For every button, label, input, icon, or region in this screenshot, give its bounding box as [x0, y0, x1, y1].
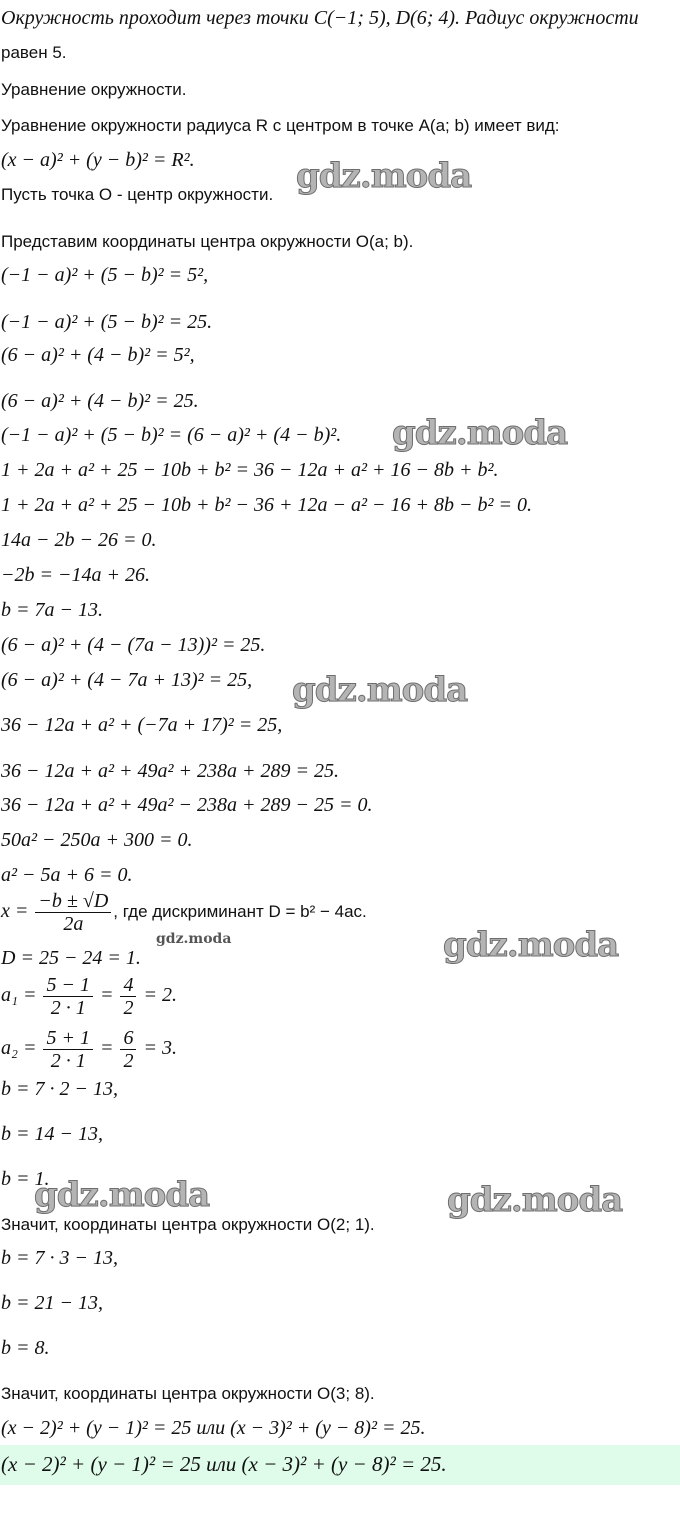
root-a1-result: = 2.: [143, 984, 177, 1007]
root-a1-numerator-2: 4: [120, 974, 136, 997]
root-a2-result: = 3.: [143, 1037, 177, 1060]
final-equations: (x − 2)² + (y − 1)² = 25 или (x − 3)² + (y − 8)² = 25.: [1, 1417, 426, 1439]
root-a1: [1, 974, 177, 1019]
eq-quadratic: 50a² − 250a + 300 = 0.: [1, 829, 193, 851]
problem-statement-line-2: равен 5.: [1, 43, 67, 62]
b-for-a2-step-1: b = 7 · 3 − 13,: [1, 1247, 118, 1269]
watermark: gdz.moda: [292, 670, 468, 710]
quadratic-formula-fraction: [35, 890, 111, 935]
root-a2-denominator-1: 2 · 1: [50, 1050, 86, 1072]
b-for-a1-step-1: b = 7 · 2 − 13,: [1, 1078, 118, 1100]
watermark-small: gdz.moda: [156, 931, 232, 947]
b-for-a1-step-2: b = 14 − 13,: [1, 1123, 103, 1145]
root-a1-denominator-1: 2 · 1: [50, 997, 86, 1019]
eq-equate: (−1 − a)² + (5 − b)² = (6 − a)² + (4 − b)².: [1, 424, 342, 446]
root-a2-fraction-1: [43, 1027, 93, 1072]
eq-point-c-2: (−1 − a)² + (5 − b)² = 25.: [1, 311, 213, 333]
root-a2-numerator-2: 6: [120, 1027, 136, 1050]
eq-b-of-a: b = 7a − 13.: [1, 599, 103, 621]
center-intro: Пусть точка O - центр окружности.: [1, 185, 274, 204]
circle-equation-general: (x − a)² + (y − b)² = R².: [1, 149, 195, 171]
watermark: gdz.moda: [392, 413, 568, 453]
root-a2-numerator-1: 5 + 1: [43, 1027, 93, 1050]
b-for-a1-result: b = 1.: [1, 1168, 50, 1190]
quadratic-formula-note: , где дискриминант D = b² − 4ac.: [113, 902, 367, 922]
quadratic-formula-denominator: 2a: [63, 913, 84, 935]
root-a1-lhs: a₁ =: [1, 984, 37, 1007]
watermark: gdz.moda: [296, 156, 472, 196]
answer-equations: (x − 2)² + (y − 1)² = 25 или (x − 3)² + (y − 8)² = 25.: [1, 1452, 447, 1476]
problem-statement-line-1: Окружность проходит через точки C(−1; 5), D(6; 4). Радиус окружности: [1, 7, 639, 29]
root-a1-equals: =: [99, 984, 114, 1007]
eq-expand-square: 36 − 12a + a² + 49a² + 238a + 289 = 25.: [1, 760, 339, 782]
watermark: gdz.moda: [447, 1180, 623, 1220]
watermark: gdz.moda: [443, 925, 619, 965]
eq-substitute-3: 36 − 12a + a² + (−7a + 17)² = 25,: [1, 714, 283, 736]
quadratic-formula: [1, 890, 367, 935]
root-a1-denominator-2: 2: [123, 997, 134, 1019]
eq-point-d-1: (6 − a)² + (4 − b)² = 5²,: [1, 344, 195, 366]
eq-quadratic-reduced: a² − 5a + 6 = 0.: [1, 864, 133, 886]
b-for-a2-step-2: b = 21 − 13,: [1, 1292, 103, 1314]
root-a2: [1, 1027, 177, 1072]
root-a1-numerator-1: 5 − 1: [43, 974, 93, 997]
eq-isolate: −2b = −14a + 26.: [1, 564, 150, 586]
root-a2-lhs: a₂ =: [1, 1037, 37, 1060]
eq-point-c-1: (−1 − a)² + (5 − b)² = 5²,: [1, 264, 209, 286]
root-a1-fraction-2: [120, 974, 136, 1019]
root-a2-fraction-2: [120, 1027, 136, 1072]
quadratic-formula-numerator: −b ± √D: [35, 890, 111, 913]
eq-point-d-2: (6 − a)² + (4 − b)² = 25.: [1, 390, 199, 412]
quadratic-formula-lhs: x =: [1, 900, 29, 923]
watermark: gdz.moda: [34, 1175, 210, 1215]
center-result-1: Значит, координаты центра окружности O(2; 1).: [1, 1215, 375, 1234]
discriminant-value: D = 25 − 24 = 1.: [1, 947, 141, 969]
b-for-a2-result: b = 8.: [1, 1337, 50, 1359]
root-a2-denominator-2: 2: [123, 1050, 134, 1072]
circle-equation-intro: Уравнение окружности радиуса R с центром в точке A(a; b) имеет вид:: [1, 116, 560, 135]
eq-simplified: 14a − 2b − 26 = 0.: [1, 529, 157, 551]
section-heading: Уравнение окружности.: [1, 80, 187, 99]
center-coords-intro: Представим координаты центра окружности O(a; b).: [1, 232, 414, 251]
eq-move-terms: 1 + 2a + a² + 25 − 10b + b² − 36 + 12a − a² − 16 + 8b − b² = 0.: [1, 494, 532, 516]
eq-collect: 36 − 12a + a² + 49a² − 238a + 289 − 25 = 0.: [1, 794, 373, 816]
root-a1-fraction-1: [43, 974, 93, 1019]
eq-substitute-1: (6 − a)² + (4 − (7a − 13))² = 25.: [1, 634, 266, 656]
eq-expand: 1 + 2a + a² + 25 − 10b + b² = 36 − 12a + a² + 16 − 8b + b².: [1, 459, 499, 481]
root-a2-equals: =: [99, 1037, 114, 1060]
center-result-2: Значит, координаты центра окружности O(3; 8).: [1, 1384, 375, 1403]
eq-substitute-2: (6 − a)² + (4 − 7a + 13)² = 25,: [1, 669, 253, 691]
